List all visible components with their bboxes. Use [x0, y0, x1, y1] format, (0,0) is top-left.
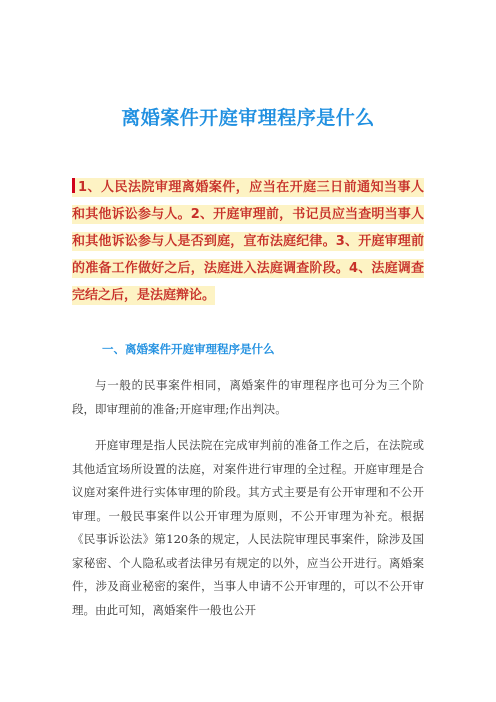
- body-paragraph-2: 开庭审理是指人民法院在完成审判前的准备工作之后，在法院或其他适宜场所设置的法庭，对案件进行审理的全过程。开庭审理是合议庭对案件进行实体审理的阶段。其方式主要是有公开审理和不公开审理。一般民事案件以公开审理为原则，不公开审理为补充。根据《民事诉讼法》第120条的规定，人民法院审理民事案件，除涉及国家秘密、个人隐私或者法律另有规定的以外，应当公开进行。离婚案件，涉及商业秘密的案件，当事人申请不公开审理的，可以不公开审理。由此可知，离婚案件一般也公开: [72, 438, 424, 617]
- body-paragraph-1: 与一般的民事案件相同，离婚案件的审理程序也可分为三个阶段，即审理前的准备;开庭审理;作出判决。: [72, 378, 424, 416]
- summary-block: [72, 174, 424, 309]
- section-heading: 一、离婚案件开庭审理程序是什么: [102, 342, 275, 356]
- document-title: 离婚案件开庭审理程序是什么: [121, 107, 375, 129]
- summary-text: 1、人民法院审理离婚案件，应当在开庭三日前通知当事人和其他诉讼参与人。2、开庭审理前，书记员应当查明当事人和其他诉讼参与人是否到庭，宣布法庭纪律。3、开庭审理前的准备工作做好之后，法庭进入法庭调查阶段。4、法庭调查完结之后，是法庭辩论。: [72, 180, 424, 303]
- bookmark-marker-icon: [72, 178, 75, 193]
- summary-highlight: [72, 178, 424, 305]
